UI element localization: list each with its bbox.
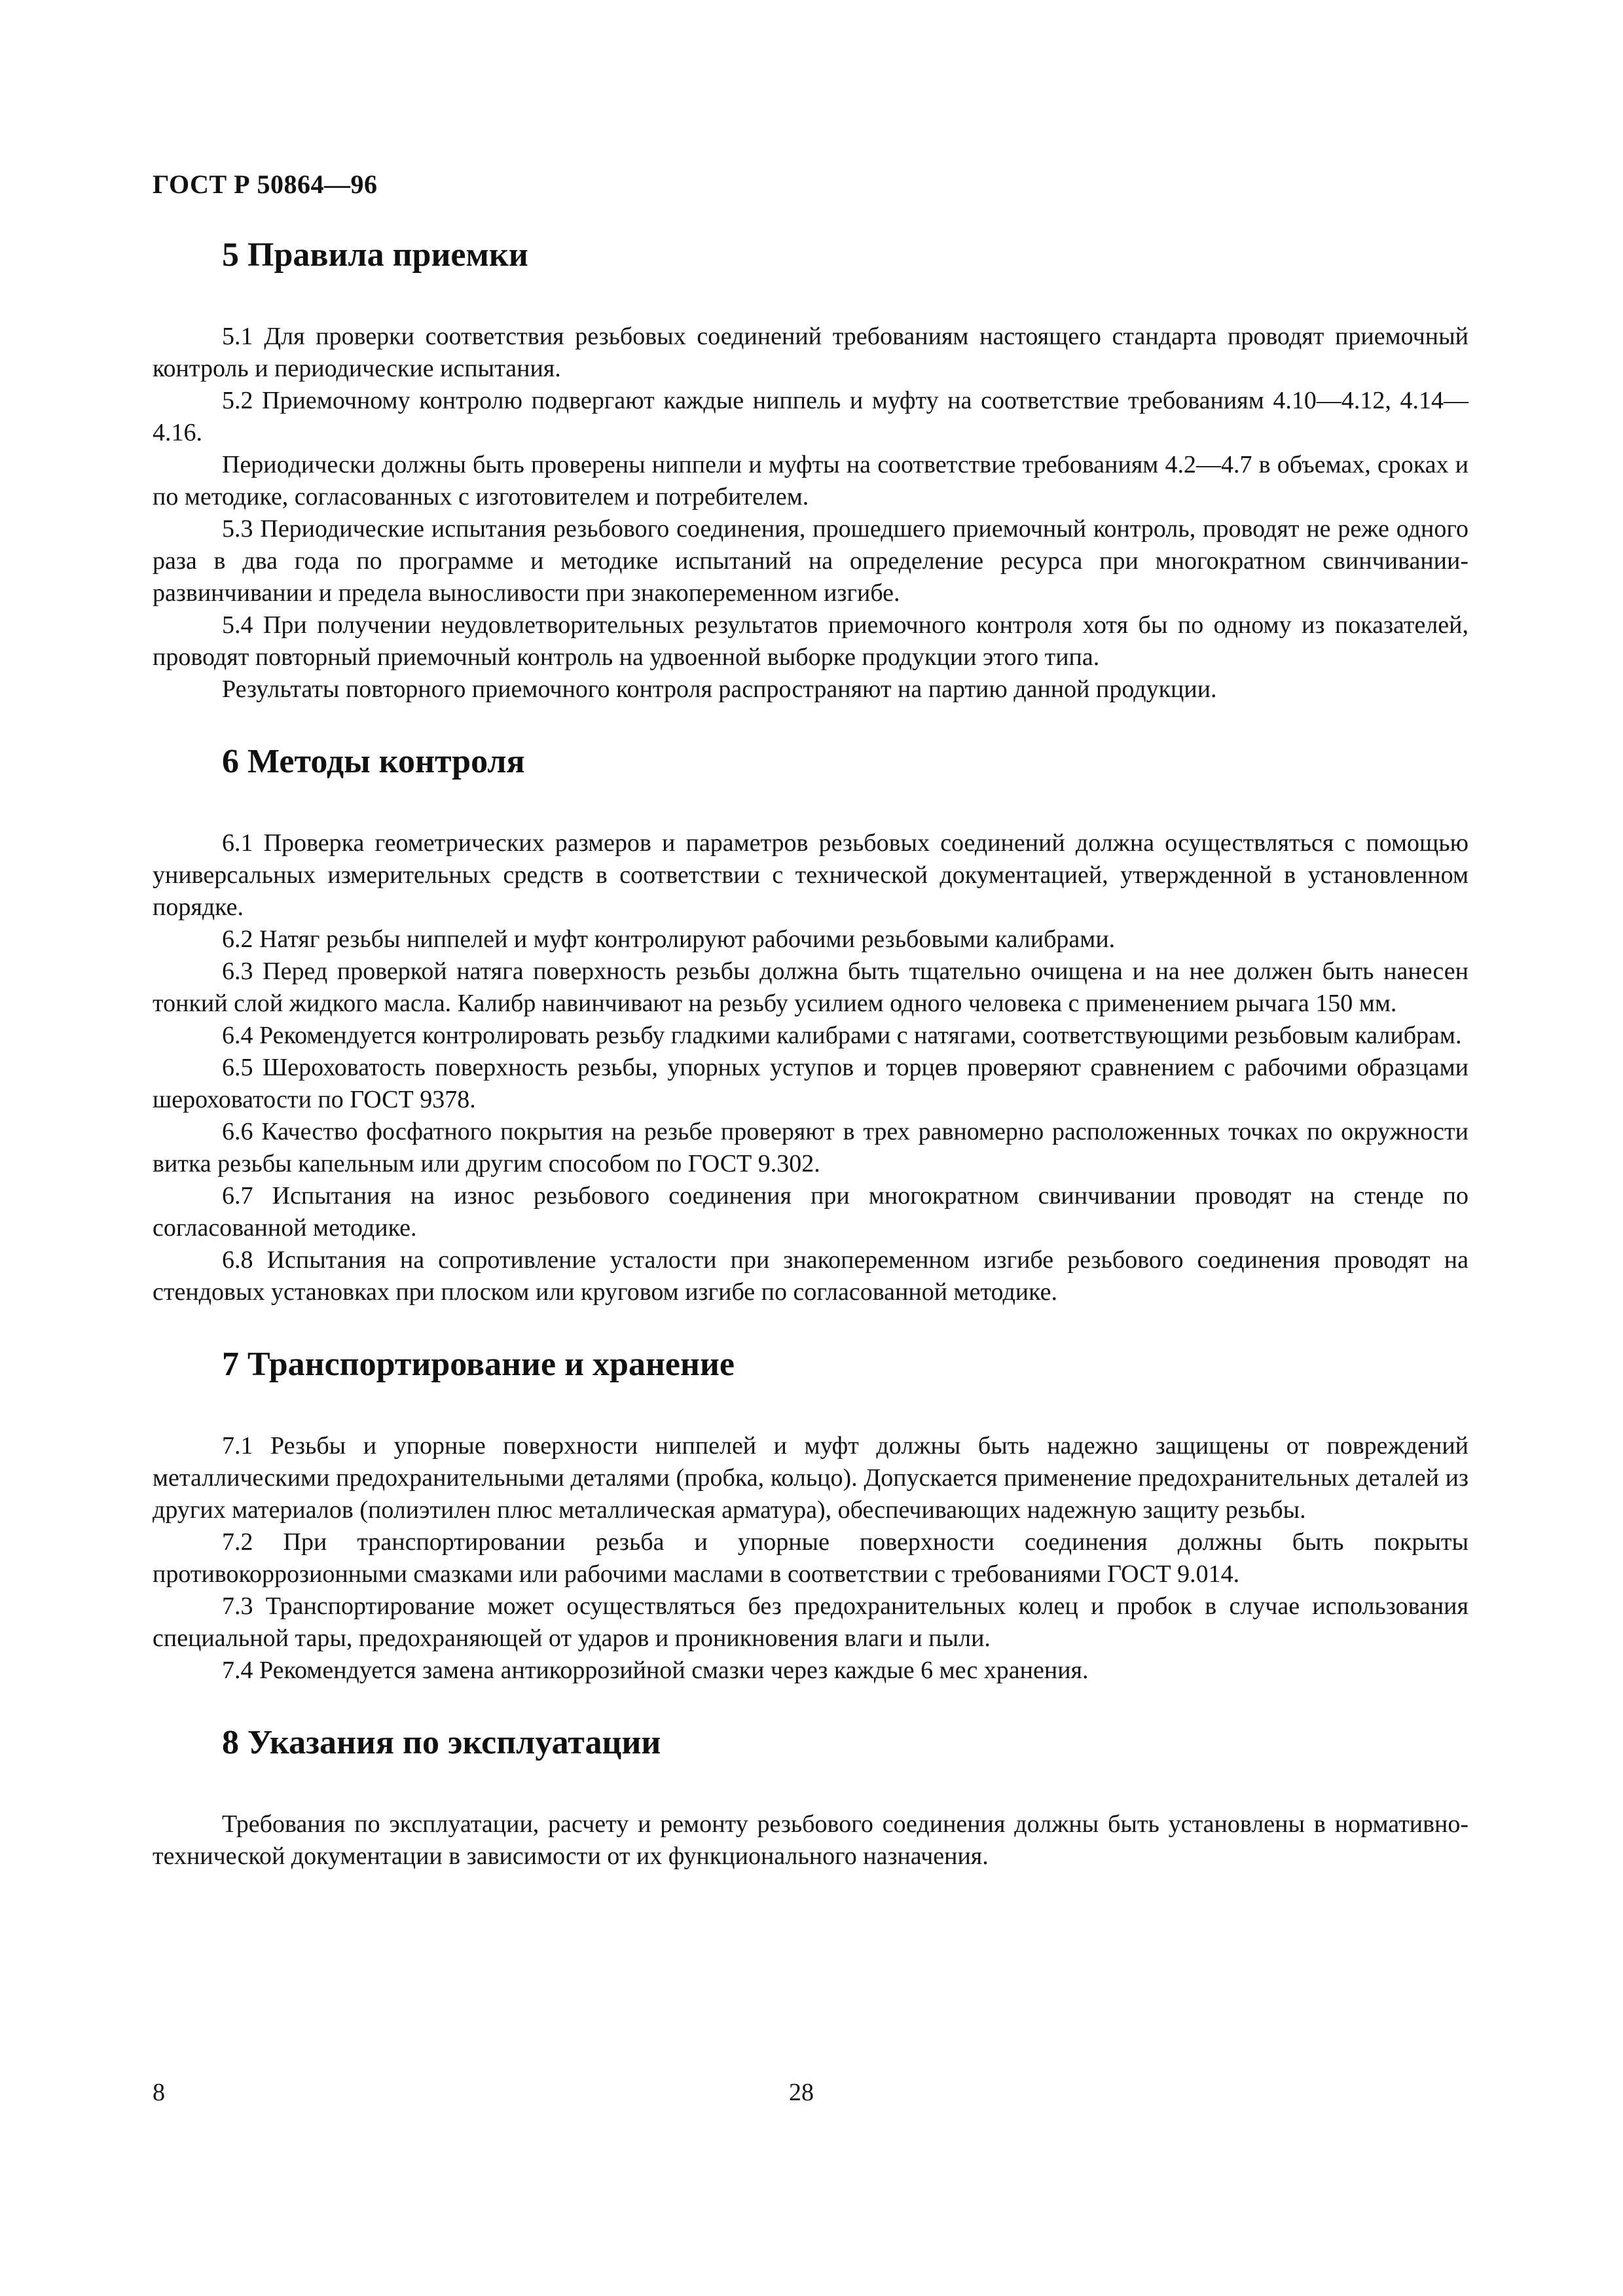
paragraph: 5.2 Приемочному контролю подвергают каждые ниппель и муфту на соответствие требованиям 4.10—4.12, 4.14—4.16. bbox=[153, 387, 1468, 446]
paragraph: Периодически должны быть проверены ниппели и муфты на соответствие требованиям 4.2—4.7 в объемах, сроках и по методике, согласованных с изготовителем и потребителем. bbox=[153, 451, 1468, 511]
paragraph: Требования по эксплуатации, расчету и ремонту резьбового соединения должны быть установлены в нормативно-технической документации в зависимости от их функционального назначения. bbox=[153, 1810, 1468, 1870]
paragraph: 7.4 Рекомендуется замена антикоррозийной смазки через каждые 6 мес хранения. bbox=[222, 1657, 1089, 1684]
paragraph: 5.4 При получении неудовлетворительных результатов приемочного контроля хотя бы по одному из показателей, проводят повторный приемочный контроль на удвоенной выборке продукции этого типа. bbox=[153, 611, 1468, 671]
section-title: 5 Правила приемки bbox=[222, 236, 528, 274]
section-operation-instructions bbox=[153, 1723, 1468, 1873]
paragraph: 5.3 Периодические испытания резьбового соединения, прошедшего приемочный контроль, проводят не реже одного раза в два года по программе и методике испытаний на определение ресурса при многократном свинчивании-развинчивании и предела выносливости при знакопеременном изгибе. bbox=[153, 515, 1468, 607]
section-acceptance-rules bbox=[153, 236, 1468, 706]
paragraph: 7.1 Резьбы и упорные поверхности ниппелей и муфт должны быть надежно защищены от повреждений металлическими предохранительными деталями (пробка, кольцо). Допускается применение предохранительных деталей из других материалов (полиэтилен плюс металлическая арматура), обеспечивающих надежную защиту резьбы. bbox=[153, 1432, 1468, 1524]
paragraph: Результаты повторного приемочного контроля распространяют на партию данной продукции. bbox=[222, 675, 1217, 703]
page-number: 8 bbox=[153, 2079, 165, 2106]
paragraph: 6.3 Перед проверкой натяга поверхность резьбы должна быть тщательно очищена и на нее должен быть нанесен тонкий слой жидкого масла. Калибр навинчивают на резьбу усилием одного человека с применением рычага 150 мм. bbox=[153, 958, 1468, 1017]
sheet-number: 28 bbox=[789, 2079, 814, 2106]
paragraph: 6.7 Испытания на износ резьбового соединения при многократном свинчивании проводят на стенде по согласованной методике. bbox=[153, 1182, 1468, 1242]
paragraph: 6.6 Качество фосфатного покрытия на резьбе проверяют в трех равномерно расположенных точках по окружности витка резьбы капельным или другим способом по ГОСТ 9.302. bbox=[153, 1118, 1468, 1177]
paragraph: 7.2 При транспортировании резьба и упорные поверхности соединения должны быть покрыты противокоррозионными смазками или рабочими маслами в соответствии с требованиями ГОСТ 9.014. bbox=[153, 1528, 1468, 1588]
paragraph: 6.8 Испытания на сопротивление усталости при знакопеременном изгибе резьбового соединения проводят на стендовых установках при плоском или круговом изгибе по согласованной методике. bbox=[153, 1246, 1468, 1306]
paragraph: 6.5 Шероховатость поверхность резьбы, упорных уступов и торцев проверяют сравнением с рабочими образцами шероховатости по ГОСТ 9378. bbox=[153, 1054, 1468, 1113]
section-title: 6 Методы контроля bbox=[222, 743, 525, 780]
document-code-header: ГОСТ Р 50864—96 bbox=[153, 170, 378, 199]
paragraph: 7.3 Транспортирование может осуществляться без предохранительных колец и пробок в случае использования специальной тары, предохраняющей от ударов и проникновения влаги и пыли. bbox=[153, 1592, 1468, 1652]
paragraph: 5.1 Для проверки соответствия резьбовых соединений требованиям настоящего стандарта проводят приемочный контроль и периодические испытания. bbox=[153, 323, 1468, 382]
section-transport-storage bbox=[153, 1345, 1468, 1687]
document-body bbox=[153, 236, 1468, 1873]
section-title: 8 Указания по эксплуатации bbox=[222, 1724, 661, 1761]
paragraph: 6.2 Натяг резьбы ниппелей и муфт контролируют рабочими резьбовыми калибрами. bbox=[222, 925, 1116, 953]
section-title: 7 Транспортирование и хранение bbox=[222, 1346, 735, 1383]
paragraph: 6.4 Рекомендуется контролировать резьбу гладкими калибрами с натягами, соответствующими резьбовым калибрам. bbox=[222, 1022, 1462, 1049]
paragraph: 6.1 Проверка геометрических размеров и параметров резьбовых соединений должна осуществляться с помощью универсальных измерительных средств в соответствии с технической документацией, утвержденной в установленном порядке. bbox=[153, 829, 1468, 921]
section-control-methods bbox=[153, 742, 1468, 1308]
